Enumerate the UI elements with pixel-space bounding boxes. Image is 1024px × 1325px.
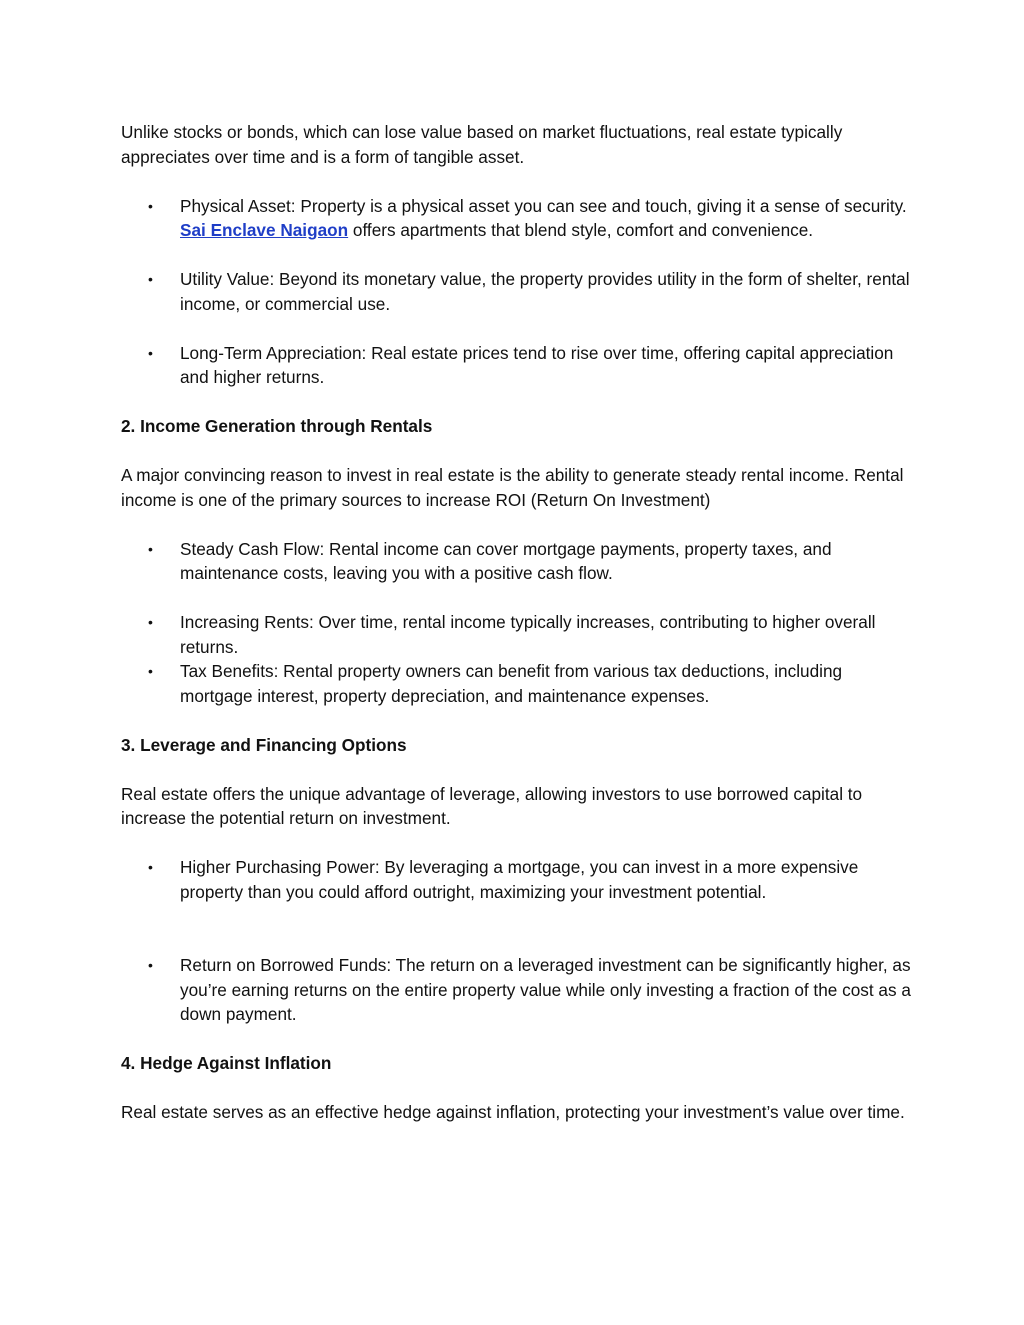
- list-item-text: Increasing Rents: Over time, rental income typically increases, contributing to higher overall returns.: [180, 612, 876, 657]
- list-item: [121, 537, 911, 586]
- list-item: [121, 194, 911, 243]
- list-item-text: Utility Value: Beyond its monetary value, the property provides utility in the form of shelter, rental income, or commercial use.: [180, 269, 910, 314]
- inflation-paragraph: Real estate serves as an effective hedge against inflation, protecting your investment’s value over time.: [121, 1102, 905, 1122]
- list-item-text: Steady Cash Flow: Rental income can cover mortgage payments, property taxes, and maintenance costs, leaving you with a positive cash flow.: [180, 538, 832, 583]
- bullet-icon: •: [148, 344, 153, 361]
- leverage-benefits-list: [121, 855, 911, 1027]
- list-item: [121, 341, 911, 390]
- document-page: [121, 120, 911, 1125]
- list-item-text: Tax Benefits: Rental property owners can benefit from various tax deductions, including mortgage interest, property depreciation, and maintenance expenses.: [180, 661, 843, 706]
- bullet-icon: •: [148, 663, 153, 679]
- list-item: [121, 855, 911, 904]
- section-heading-income: 2. Income Generation through Rentals: [121, 416, 433, 436]
- list-item-text: Physical Asset: Property is a physical asset you can see and touch, giving it a sense of security.: [180, 195, 907, 216]
- asset-benefits-list: [121, 194, 911, 390]
- leverage-paragraph: Real estate offers the unique advantage of leverage, allowing investors to use borrowed capital to increase the potential return on investment.: [121, 783, 863, 828]
- bullet-icon: •: [148, 614, 153, 630]
- list-item: [121, 267, 911, 316]
- bullet-icon: •: [148, 859, 153, 875]
- list-item: [121, 659, 911, 708]
- list-item-text: Higher Purchasing Power: By leveraging a mortgage, you can invest in a more expensive property than you could afford outright, maximizing your investment potential.: [180, 857, 859, 902]
- bullet-icon: •: [148, 197, 153, 214]
- section-heading-inflation: 4. Hedge Against Inflation: [121, 1053, 332, 1073]
- bullet-icon: •: [148, 957, 153, 973]
- bullet-icon: •: [148, 271, 153, 287]
- list-item-text: Return on Borrowed Funds: The return on a leveraged investment can be significantly higher, as you’re earning returns on the entire property value while only investing a fraction of the cost as a down payment.: [180, 955, 911, 1024]
- income-benefits-list: [121, 537, 911, 709]
- income-paragraph: A major convincing reason to invest in real estate is the ability to generate steady rental income. Rental income is one of the primary sources to increase ROI (Return On Investment): [121, 465, 904, 510]
- bullet-icon: •: [148, 540, 153, 557]
- list-item: [121, 953, 911, 1027]
- list-item-text: Long-Term Appreciation: Real estate prices tend to rise over time, offering capital appreciation and higher returns.: [180, 342, 894, 387]
- sai-enclave-naigaon-link[interactable]: Sai Enclave Naigaon: [180, 220, 349, 240]
- list-item-text-continued: offers apartments that blend style, comfort and convenience.: [348, 220, 814, 240]
- list-item: [121, 610, 911, 659]
- intro-paragraph: Unlike stocks or bonds, which can lose value based on market fluctuations, real estate typically appreciates over time and is a form of tangible asset.: [121, 122, 843, 167]
- section-heading-leverage: 3. Leverage and Financing Options: [121, 734, 407, 755]
